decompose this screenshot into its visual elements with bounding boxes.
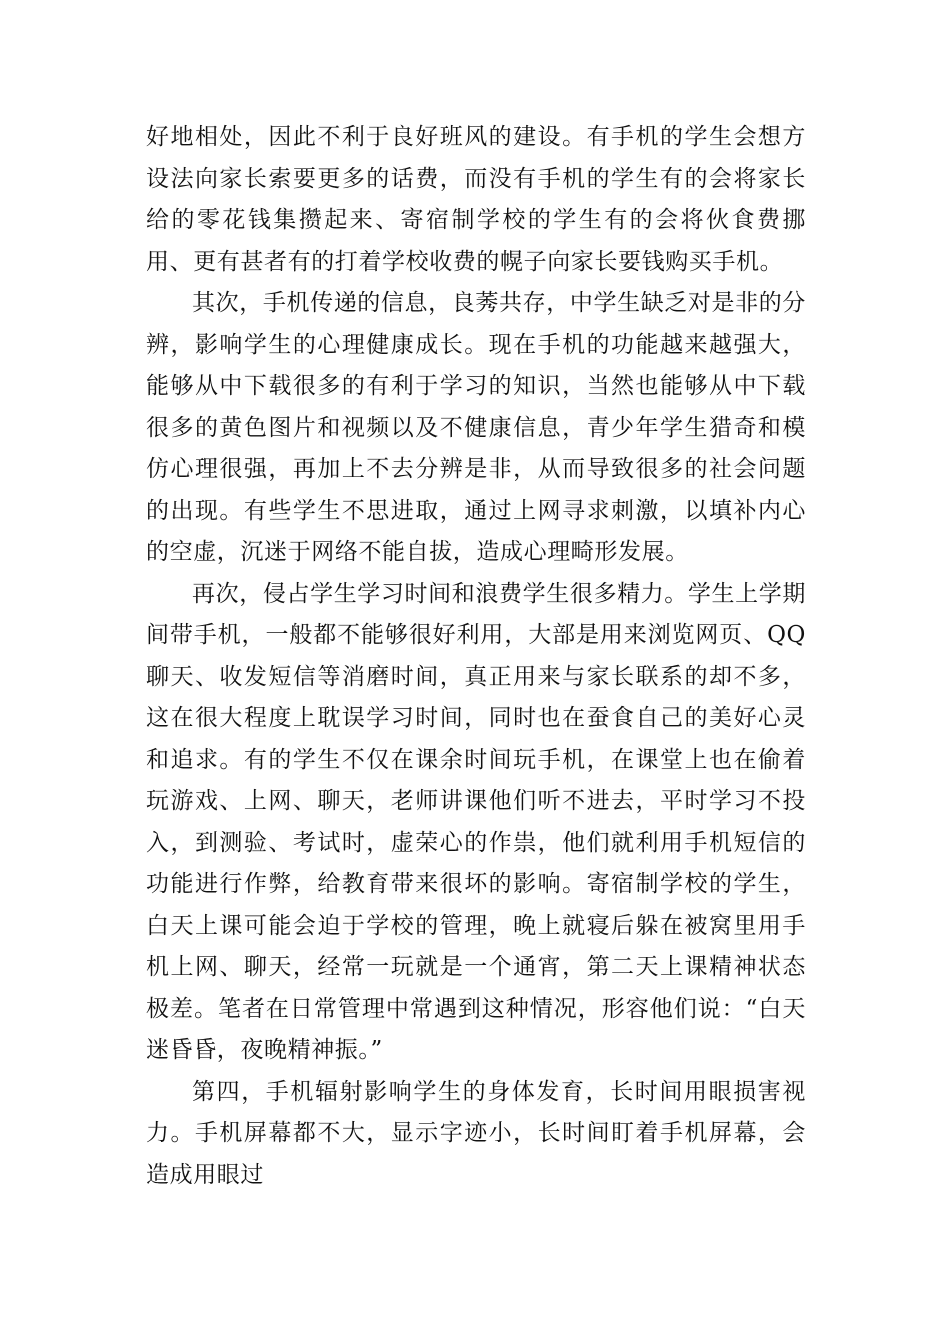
paragraph-3: 再次，侵占学生学习时间和浪费学生很多精力。学生上学期间带手机，一般都不能够很好利用，大部是用来浏览网页、QQ 聊天、收发短信等消磨时间，真正用来与家长联系的却不多，这在很大程度上耽误学习时间，同时也在蚕食自己的美好心灵和追求。有的学生不仅在课余时间玩手机，在课堂上也在偷着玩游戏、上网、聊天，老师讲课他们听不进去，平时学习不投入，到测验、考试时，虚荣心的作祟，他们就利用手机短信的功能进行作弊，给教育带来很坏的影响。寄宿制学校的学生，白天上课可能会迫于学校的管理，晚上就寝后躲在被窝里用手机上网、聊天，经常一玩就是一个通宵，第二天上课精神状态极差。笔者在日常管理中常遇到这种情况，形容他们说：“白天迷昏昏，夜晚精神振。” (146, 580, 806, 1063)
body-text (146, 117, 806, 1196)
paragraph-2: 其次，手机传递的信息，良莠共存，中学生缺乏对是非的分辨，影响学生的心理健康成长。现在手机的功能越来越强大，能够从中下载很多的有利于学习的知识，当然也能够从中下载很多的黄色图片和视频以及不健康信息，青少年学生猎奇和模仿心理很强，再加上不去分辨是非，从而导致很多的社会问题的出现。有些学生不思进取，通过上网寻求刺激，以填补内心的空虚，沉迷于网络不能自拔，造成心理畸形发展。 (146, 290, 806, 565)
paragraph-4: 第四，手机辐射影响学生的身体发育，长时间用眼损害视力。手机屏幕都不大，显示字迹小，长时间盯着手机屏幕，会造成用眼过 (146, 1078, 806, 1188)
paragraph-1: 好地相处，因此不利于良好班风的建设。有手机的学生会想方设法向家长索要更多的话费，而没有手机的学生有的会将家长给的零花钱集攒起来、寄宿制学校的学生有的会将伙食费挪用、更有甚者有的打着学校收费的幌子向家长要钱购买手机。 (146, 124, 806, 275)
